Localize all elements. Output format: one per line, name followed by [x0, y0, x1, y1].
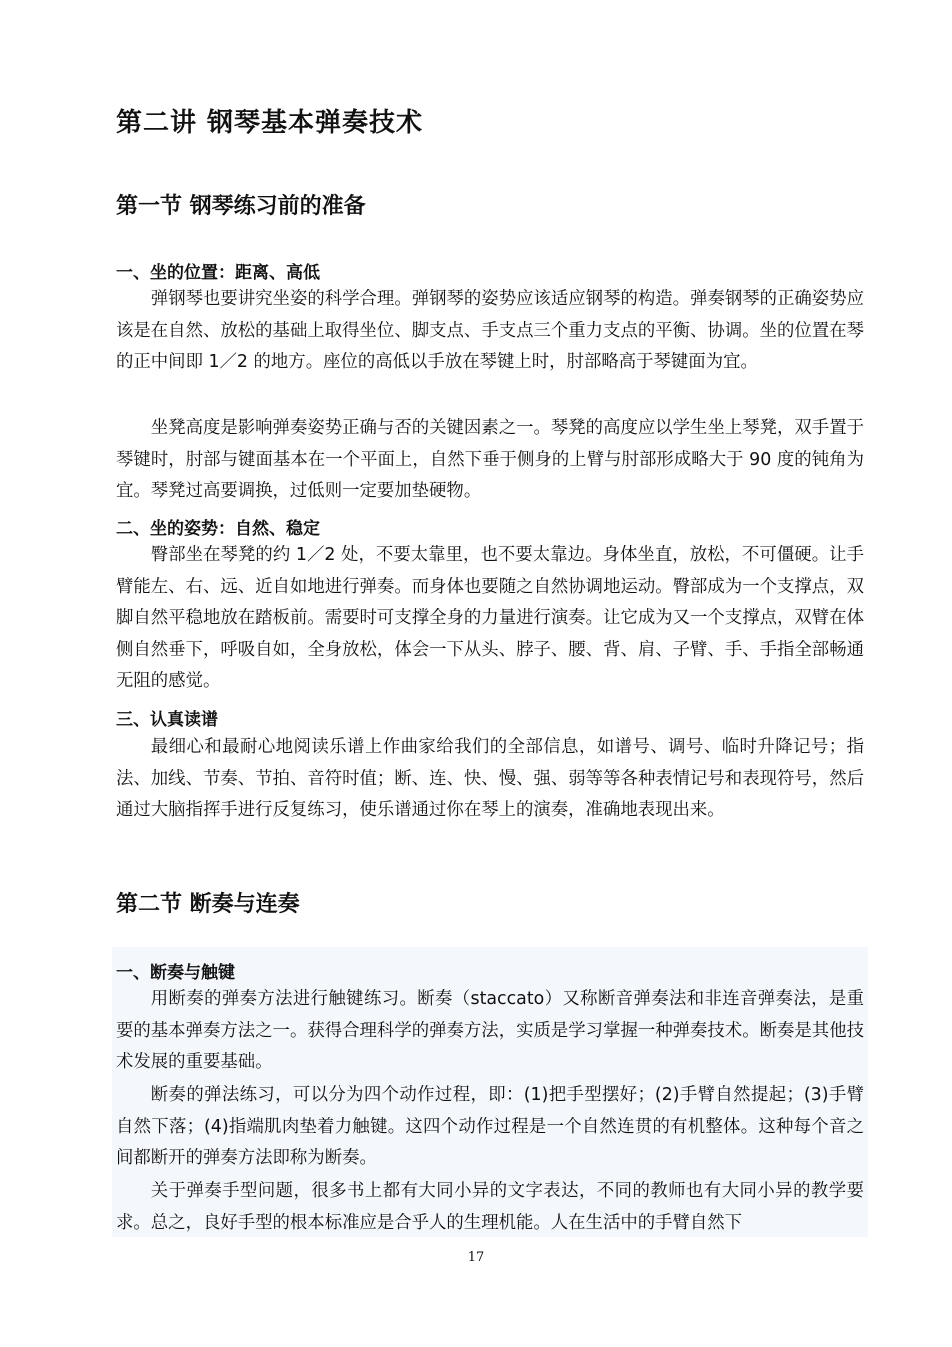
section-1-sub-1-paragraph-1: 弹钢琴也要讲究坐姿的科学合理。弹钢琴的姿势应该适应钢琴的构造。弹奏钢琴的正确姿势应该是在自然、放松的基础上取得坐位、脚支点、手支点三个重力支点的平衡、协调。坐的位置在琴的正中间即 1／2 的地方。座位的高低以手放在琴键上时，肘部略高于琴键面为宜。	[116, 289, 864, 372]
section-1-title: 第一节 钢琴练习前的准备	[116, 194, 366, 219]
section-2-sub-1-paragraph-3: 关于弹奏手型问题，很多书上都有大同小异的文字表达，不同的教师也有大同小异的教学要求。总之，良好手型的根本标准应是合乎人的生理机能。人在生活中的手臂自然下	[116, 1181, 864, 1233]
section-2-title: 第二节 断奏与连奏	[116, 892, 300, 917]
section-1-sub-1-title: 一、坐的位置：距离、高低	[116, 263, 320, 283]
page-number: 17	[467, 1250, 485, 1265]
chapter-title: 第二讲 钢琴基本弹奏技术	[116, 108, 424, 138]
section-1-sub-1-paragraph-2: 坐凳高度是影响弹奏姿势正确与否的关键因素之一。琴凳的高度应以学生坐上琴凳，双手置于琴键时，肘部与键面基本在一个平面上，自然下垂于侧身的上臂与肘部形成略大于 90 度的钝角为宜。琴凳过高要调换，过低则一定要加垫硬物。	[116, 418, 864, 501]
section-1-sub-2-paragraph-1: 臀部坐在琴凳的约 1／2 处，不要太靠里，也不要太靠边。身体坐直，放松，不可僵硬。让手臂能左、右、远、近自如地进行弹奏。而身体也要随之自然协调地运动。臀部成为一个支撑点，双脚自然平稳地放在踏板前。需要时可支撑全身的力量进行演奏。让它成为又一个支撑点，双臂在体侧自然垂下，呼吸自如，全身放松，体会一下从头、脖子、腰、背、肩、子臂、手、手指全部畅通无阻的感觉。	[116, 545, 864, 691]
section-2-sub-1-paragraph-2: 断奏的弹法练习，可以分为四个动作过程，即：(1)把手型摆好；(2)手臂自然提起；(3)手臂自然下落；(4)指端肌肉垫着力触键。这四个动作过程是一个自然连贯的有机整体。这种每个音之间都断开的弹奏方法即称为断奏。	[116, 1085, 864, 1168]
section-1-sub-3-paragraph-1: 最细心和最耐心地阅读乐谱上作曲家给我们的全部信息，如谱号、调号、临时升降记号；指法、加线、节奏、节拍、音符时值；断、连、快、慢、强、弱等等各种表情记号和表现符号，然后通过大脑指挥手进行反复练习，使乐谱通过你在琴上的演奏，准确地表现出来。	[116, 737, 864, 820]
section-1-sub-2-title: 二、坐的姿势：自然、稳定	[116, 519, 320, 539]
section-1-sub-3-title: 三、认真读谱	[116, 710, 218, 730]
section-2-sub-1-title: 一、断奏与触键	[116, 963, 235, 983]
section-2-sub-1-paragraph-1: 用断奏的弹奏方法进行触键练习。断奏（staccato）又称断音弹奏法和非连音弹奏法，是重要的基本弹奏方法之一。获得合理科学的弹奏方法，实质是学习掌握一种弹奏技术。断奏是其他技术发展的重要基础。	[116, 989, 864, 1072]
